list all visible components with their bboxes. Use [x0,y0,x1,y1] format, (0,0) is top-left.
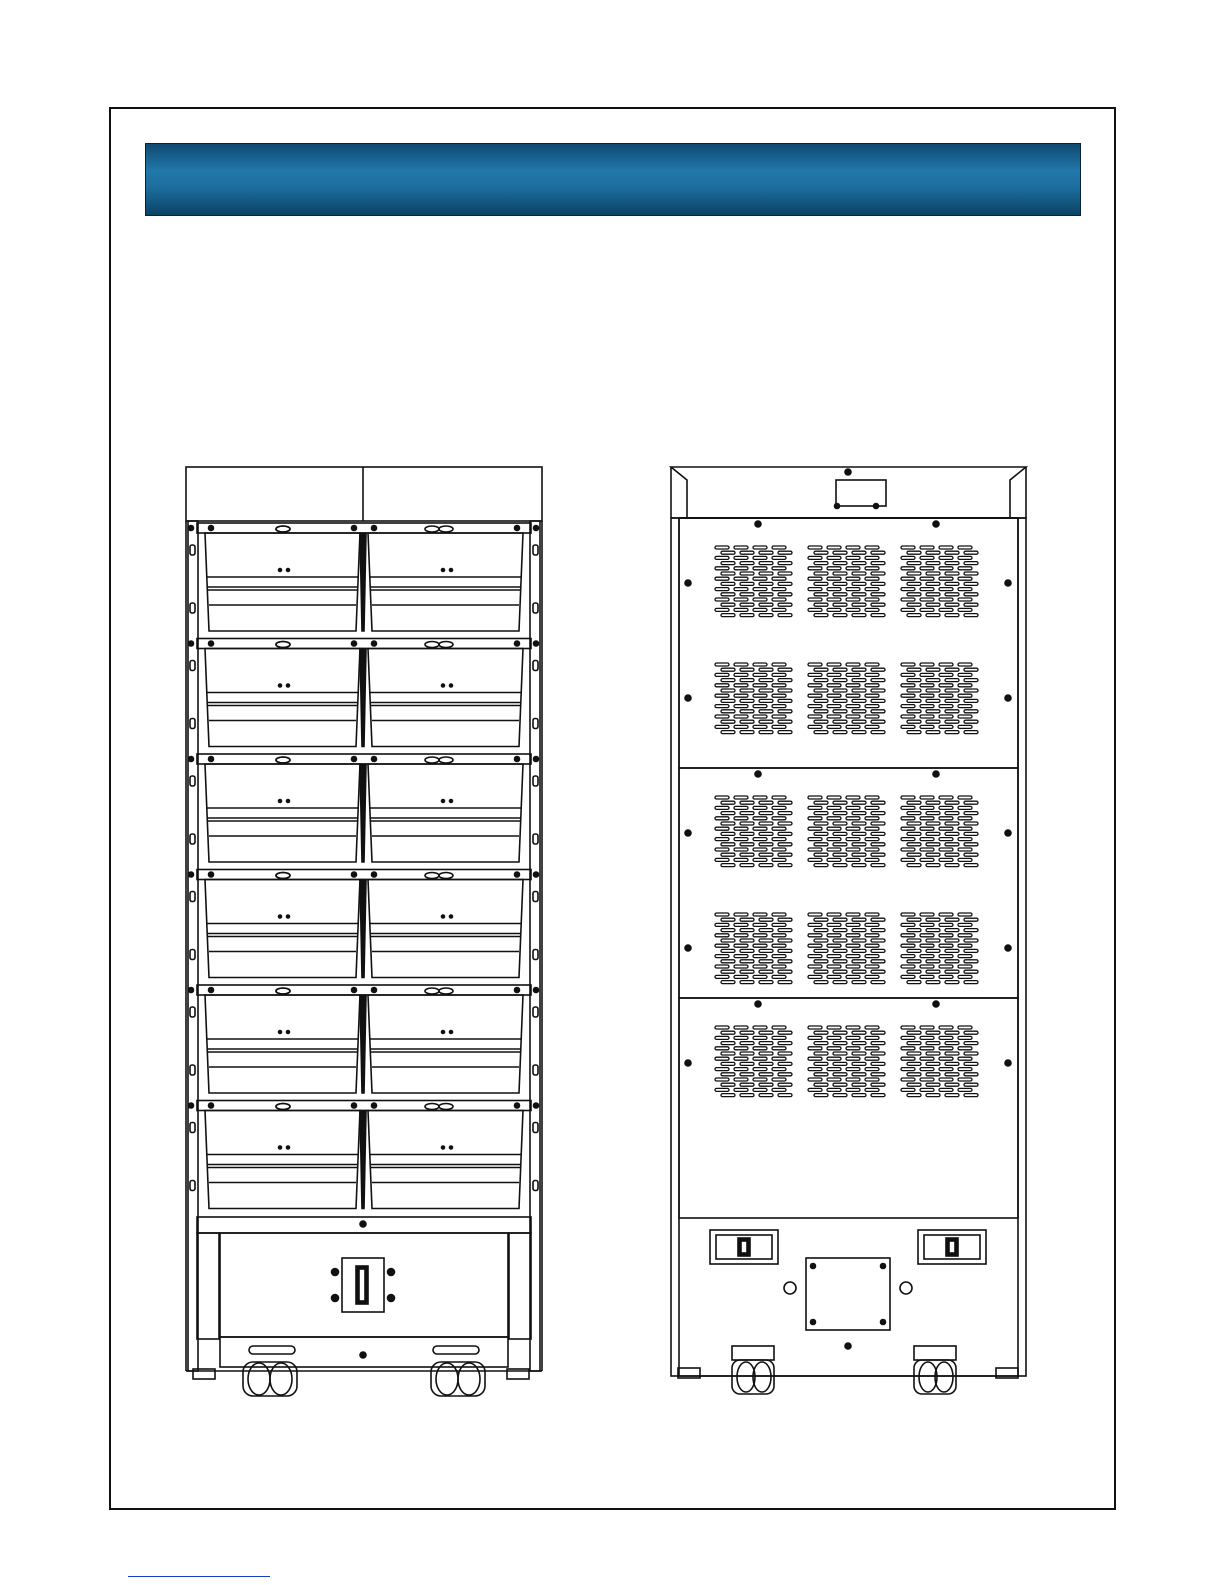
vent-grille [715,546,792,617]
cabinet-front-view [185,466,555,1406]
vent-grille [715,1026,792,1097]
battery-module [368,526,523,632]
vent-grille [901,663,978,734]
vent-grille [901,1026,978,1097]
battery-module [368,872,523,978]
vent-grille [808,663,885,734]
battery-module [368,988,523,1094]
battery-module [205,872,360,978]
battery-module [205,641,360,747]
vent-grille [808,913,885,984]
battery-module [368,641,523,747]
vent-grille [901,913,978,984]
battery-module [205,988,360,1094]
vent-grille [715,796,792,867]
battery-module [368,757,523,863]
vent-grille [715,913,792,984]
battery-tier [189,639,539,747]
vent-grille [901,546,978,617]
vent-grille [808,796,885,867]
battery-module [205,526,360,632]
battery-tier [189,1101,539,1209]
vent-grille [901,796,978,867]
battery-tier [189,523,539,631]
vent-panel [679,518,1018,768]
vent-grille [808,546,885,617]
vent-grille [808,1026,885,1097]
cabinet-rear-view [670,466,1040,1406]
title-banner [145,143,1081,216]
footer-rule [128,1576,270,1577]
battery-tier [189,870,539,978]
battery-tier [189,754,539,862]
battery-module [205,757,360,863]
battery-module [205,1103,360,1209]
battery-tier [189,985,539,1093]
battery-module [368,1103,523,1209]
vent-grille [715,663,792,734]
vent-panel [679,998,1018,1218]
vent-panel [679,768,1018,998]
